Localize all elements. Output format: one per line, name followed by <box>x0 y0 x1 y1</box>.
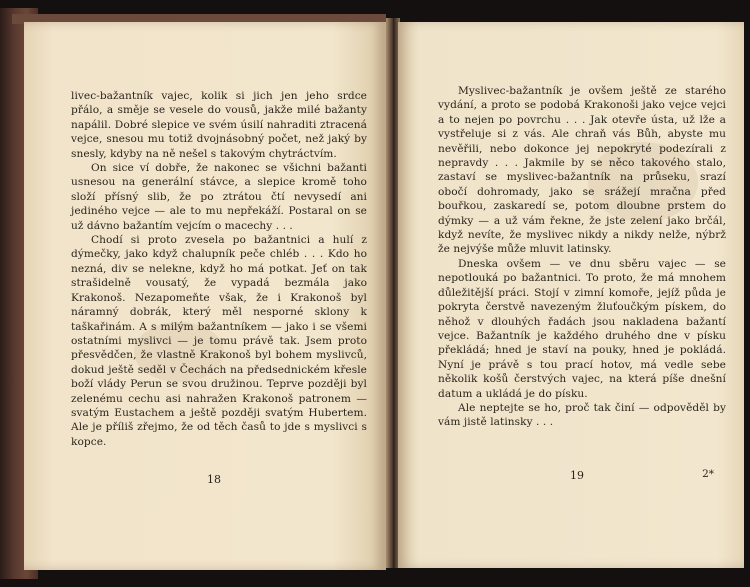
right-page <box>398 22 744 568</box>
right-paragraph-2: Dneska ovšem — ve dnu sběru vajec — se nepotlouká po bažantnici. To proto, že má mnohem důležitější práci. Stojí v zimní komoře, jejíž půda je pokryta čerstvě navezeným žluťoučkým pískem, do něhož v dlouhých řadách jsou nakladena bažantí vejce. Bažantník je každého druhého dne v písku překládá; hned je staví na pouky, hned je pokládá. Nyní je právě s tou prací hotov, má vedle sebe několik košů čerstvých vajec, na která píše dnešní datum a ukládá je do písku. <box>438 257 726 400</box>
right-page-text <box>438 84 726 430</box>
signature-mark: 2* <box>702 468 714 480</box>
left-page-text <box>71 89 367 449</box>
right-paragraph-3: Ale neptejte se ho, proč tak činí — odpověděl by vám jistě latinsky . . . <box>438 401 726 429</box>
right-page-number: 19 <box>570 469 584 482</box>
left-paragraph-3: Chodí si proto zvesela po bažantnici a hulí z dýmečky, jako když chalupník peče chléb . . . Kdo ho nezná, div se nelekne, když ho má potkat. Jeť on tak strašidelně vousatý, že vypadá bezmála jako Krakonoš. Nezapomeňte však, že i Krakonoš byl náramný dobrák, který měl nesporné sklony k taškařinám. A s milým bažantníkem — jako i se všemi ostatními myslivci — je tomu právě tak. Jsem proto přesvědčen, že vlastně Krakonoš byl bohem myslivců, dokud ještě seděl v Čechách na předsednickém křesle boží vlády Perun se svou družinou. Teprve později byl zelenému cechu asi nahražen Krakonoš patronem — svatým Eustachem a ještě později svatým Hubertem. Ale je příliš zřejmo, že od těch časů to jde s myslivci s kopce. <box>71 234 367 448</box>
left-paragraph-1: livec-bažantník vajec, kolik si jich jen jeho srdce přálo, a směje se vesele do vousů, jakže milé bažanty napálil. Dobré slepice ve svém úsilí nahraditi ztracená vejce, snesou mu totiž dvojnásobný počet, než jaký by snesly, kdyby na ně nešel s takovým chytráctvím. <box>71 90 367 160</box>
left-page <box>24 22 386 570</box>
right-paragraph-1: Myslivec-bažantník je ovšem ještě ze starého vydání, a proto se podobá Krakonoši jako vejce vejci a to nejen po povrchu . . . Jak otevře ústa, už lže a vystřeluje si z vás. Ale chraň vás Bůh, abyste mu nevěřili, nebo dokonce jej nepokryté podezírali z nepravdy . . . Jakmile by se něco takového stalo, zastaví se myslivec-bažantník na průseku, srazí obočí dohromady, jako se srážejí mračna před bouřkou, zaskaredí se, potom dloubne prstem do dýmky — a už vám řekne, že jste zelení jako brčál, když nevíte, že myslivec nikdy a nikdy nelže, nýbrž že nejvýše může mluvit latinsky. <box>438 85 726 256</box>
left-page-number: 18 <box>207 473 221 486</box>
left-paragraph-2: On sice ví dobře, že nakonec se všichni bažanti usnesou na generální stávce, a slepice kromě toho složí přísný slib, že po ztrátou čtí nevysedí ani jediného vejce — ale to mu nepřekáží. Postaral on se už dávno bažantím vejcím o macechy . . . <box>71 162 367 232</box>
